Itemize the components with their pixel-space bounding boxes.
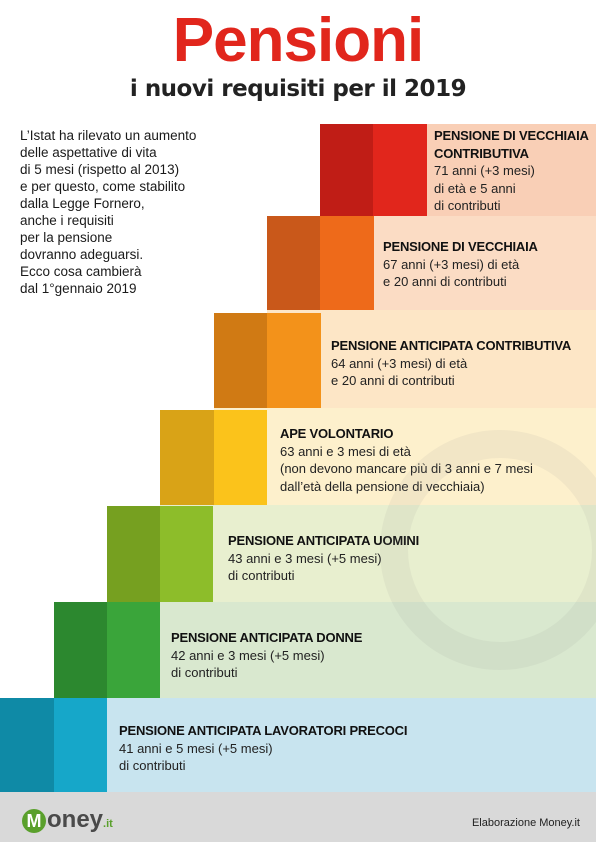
step-text xyxy=(383,238,538,291)
intro-line: Ecco cosa cambierà xyxy=(20,264,142,279)
step-line: di età e 5 anni xyxy=(434,180,516,196)
step-line: di contributi xyxy=(434,198,501,213)
step-block-dark xyxy=(320,124,373,216)
step-line: e 20 anni di contributi xyxy=(383,274,507,289)
step-title: PENSIONE ANTICIPATA DONNE xyxy=(171,630,363,645)
page-subtitle: i nuovi requisiti per il 2019 xyxy=(129,76,467,102)
intro-line: L’Istat ha rilevato un aumento xyxy=(20,128,197,143)
step-line: 63 anni e 3 mesi di età xyxy=(280,443,411,459)
intro-line: dovranno adeguarsi. xyxy=(20,247,144,262)
intro-line: dal 1°gennaio 2019 xyxy=(20,281,137,296)
step-line: (non devono mancare più di 3 anni e 7 mesi xyxy=(280,461,533,476)
intro-line: anche i requisiti xyxy=(20,213,114,228)
step-title: PENSIONE ANTICIPATA CONTRIBUTIVA xyxy=(331,338,572,353)
intro-line: dalla Legge Fornero, xyxy=(20,196,145,211)
money-logo xyxy=(22,806,113,834)
step-block-dark xyxy=(54,602,107,698)
logo-mark: M xyxy=(22,809,46,833)
step-title: PENSIONE ANTICIPATA LAVORATORI PRECOCI xyxy=(119,723,408,738)
step-block xyxy=(160,506,213,602)
step-text xyxy=(434,127,589,215)
step-line: 43 anni e 3 mesi (+5 mesi) xyxy=(228,550,382,566)
step-text xyxy=(171,629,362,682)
step-text xyxy=(331,337,571,390)
step-line: dall’età della pensione di vecchiaia) xyxy=(280,478,485,494)
step-title: PENSIONE ANTICIPATA UOMINI xyxy=(228,533,420,548)
page-title: Pensioni xyxy=(172,6,424,75)
step-line: di contributi xyxy=(228,568,295,583)
step-line: di contributi xyxy=(119,758,186,773)
intro-line: e per questo, come stabilito xyxy=(20,179,186,194)
step-block xyxy=(373,124,427,216)
step-block-dark xyxy=(267,216,320,310)
intro-line: delle aspettative di vita xyxy=(20,145,157,160)
step-block-dark xyxy=(160,410,214,505)
intro-line: di 5 mesi (rispetto al 2013) xyxy=(20,162,180,177)
step-block-dark xyxy=(107,506,160,602)
step-block-dark xyxy=(0,698,54,792)
step-line: 67 anni (+3 mesi) di età xyxy=(383,256,520,272)
credit-text: Elaborazione Money.it xyxy=(471,817,580,829)
step-title-line2: CONTRIBUTIVA xyxy=(434,145,529,161)
step-block xyxy=(214,410,267,505)
step-title: APE VOLONTARIO xyxy=(280,426,394,441)
step-line: 71 anni (+3 mesi) xyxy=(434,163,535,178)
step-line: 41 anni e 5 mesi (+5 mesi) xyxy=(119,740,273,756)
intro-text xyxy=(20,127,225,297)
step-line: di contributi xyxy=(171,665,238,680)
step-block xyxy=(320,216,374,310)
step-line: 42 anni e 3 mesi (+5 mesi) xyxy=(171,647,325,663)
step-text xyxy=(119,722,407,775)
step-block xyxy=(54,698,107,792)
step-line: e 20 anni di contributi xyxy=(331,373,455,388)
step-block-dark xyxy=(214,313,267,408)
intro-line: per la pensione xyxy=(20,230,113,245)
step-block xyxy=(267,313,321,408)
step-title: PENSIONE DI VECCHIAIA xyxy=(434,128,589,143)
step-block xyxy=(107,602,160,698)
step-line: 64 anni (+3 mesi) di età xyxy=(331,355,468,371)
logo-text: oney xyxy=(47,806,104,833)
step-title: PENSIONE DI VECCHIAIA xyxy=(383,239,538,254)
logo-tld: .it xyxy=(103,818,113,830)
